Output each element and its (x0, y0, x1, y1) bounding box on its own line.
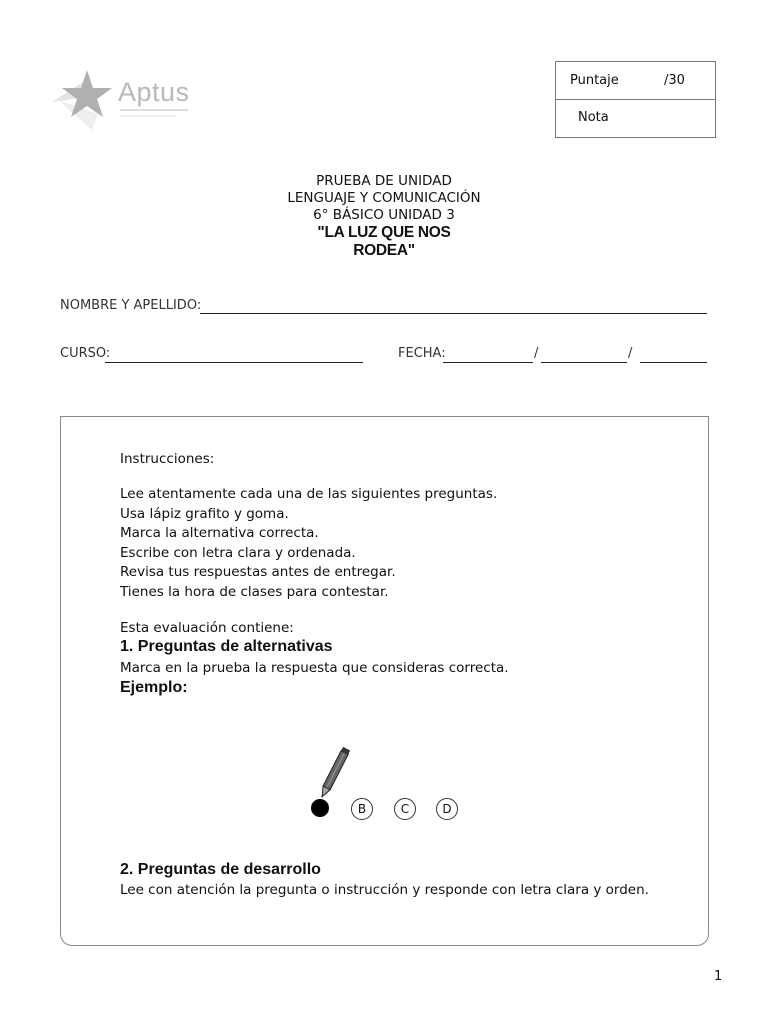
option-c-bubble[interactable]: C (394, 798, 416, 820)
instruction-item: Escribe con letra clara y ordenada. (120, 544, 356, 561)
instruction-item: Marca la alternativa correcta. (120, 525, 319, 541)
instruction-item: Lee atentamente cada una de las siguientes preguntas. (120, 486, 498, 502)
section-1-title: 1. Preguntas de alternativas (120, 638, 333, 655)
name-label: NOMBRE Y APELLIDO: (60, 298, 202, 313)
example-label: Ejemplo: (120, 679, 188, 696)
score-box (555, 61, 716, 138)
section-2-description: Lee con atención la pregunta o instrucción y responde con letra clara y orden. (120, 882, 649, 898)
document-title (234, 173, 534, 260)
course-field[interactable] (105, 362, 363, 363)
score-label: Puntaje (570, 73, 619, 88)
contains-text: Esta evaluación contiene: (120, 620, 294, 636)
name-field[interactable] (200, 313, 707, 314)
date-month-field[interactable] (541, 362, 627, 363)
title-line-2: LENGUAJE Y COMUNICACIÓN (287, 190, 481, 206)
section-2-title: 2. Preguntas de desarrollo (120, 861, 321, 878)
grade-label: Nota (578, 110, 609, 125)
course-label: CURSO: (60, 346, 111, 361)
date-separator: / (628, 346, 633, 361)
title-line-3: 6° BÁSICO UNIDAD 3 (313, 207, 455, 223)
page-number: 1 (714, 969, 723, 984)
date-year-field[interactable] (640, 362, 707, 363)
title-line-5: RODEA" (353, 242, 415, 259)
instructions-list (120, 485, 497, 602)
option-d-bubble[interactable]: D (436, 798, 458, 820)
section-1-description: Marca en la prueba la respuesta que consideras correcta. (120, 660, 509, 676)
title-line-4: "LA LUZ QUE NOS (317, 224, 451, 241)
date-label: FECHA: (398, 346, 446, 361)
date-separator: / (534, 346, 539, 361)
score-total: /30 (664, 73, 685, 88)
title-line-1: PRUEBA DE UNIDAD (316, 173, 452, 189)
instruction-item: Tienes la hora de clases para contestar. (120, 583, 389, 600)
instruction-item: Usa lápiz grafito y goma. (120, 505, 289, 522)
logo-text: Aptus (118, 77, 190, 107)
date-day-field[interactable] (443, 362, 533, 363)
pencil-icon (319, 747, 351, 799)
filled-answer-bubble (311, 799, 329, 817)
instruction-item: Revisa tus respuestas antes de entregar. (120, 564, 396, 580)
option-b-bubble[interactable]: B (351, 798, 373, 820)
instructions-header: Instrucciones: (120, 451, 215, 467)
